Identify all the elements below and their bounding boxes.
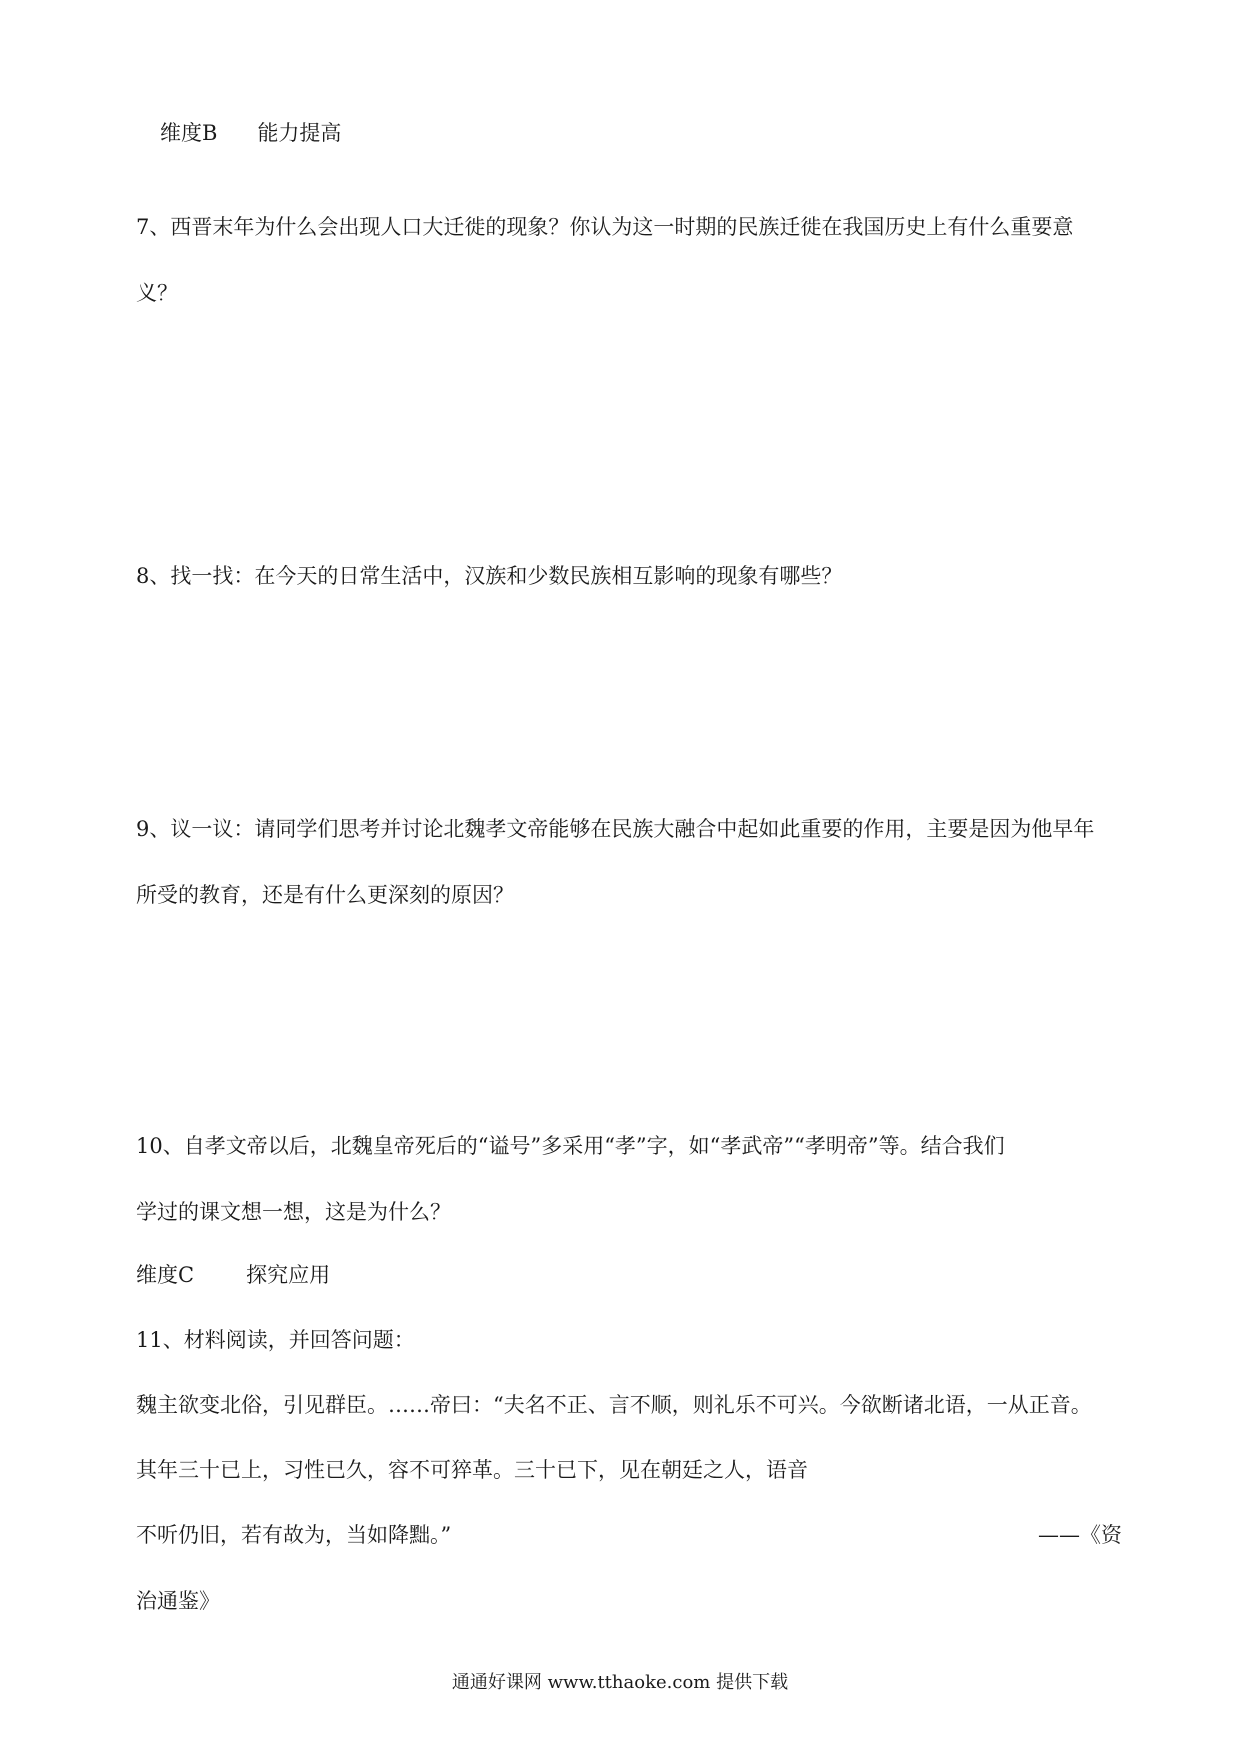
material-source-part-1: ——《资 — [1038, 1523, 1122, 1547]
section-label: 维度C — [136, 1263, 195, 1287]
section-heading-c — [136, 1260, 330, 1290]
material-line-1: 魏主欲变北俗，引见群臣。……帝曰：“夫名不正、言不顺，则礼乐不可兴。今欲断诸北语，一从正音。 — [136, 1393, 1092, 1417]
material-line-2: 其年三十已上，习性已久，容不可猝革。三十已下，见在朝廷之人，语音 — [136, 1458, 808, 1482]
question-10-line-1: 10、自孝文帝以后，北魏皇帝死后的“谥号”多采用“孝”字，如“孝武帝”“孝明帝”等。结合我们 — [136, 1134, 1005, 1158]
section-title: 探究应用 — [246, 1263, 331, 1287]
question-10-line-2: 学过的课文想一想，这是为什么？ — [136, 1200, 451, 1224]
question-9-line-2: 所受的教育，还是有什么更深刻的原因？ — [136, 883, 514, 907]
question-7-line-2: 义？ — [136, 281, 178, 305]
page-footer: 通通好课网 www.tthaoke.com 提供下载 — [451, 1672, 789, 1693]
question-7-line-1: 7、西晋末年为什么会出现人口大迁徙的现象？你认为这一时期的民族迁徙在我国历史上有什么重要意 — [136, 215, 1074, 239]
question-8-line-1: 8、找一找：在今天的日常生活中，汉族和少数民族相互影响的现象有哪些？ — [136, 564, 843, 588]
question-9-line-1: 9、议一议：请同学们思考并讨论北魏孝文帝能够在民族大融合中起如此重要的作用，主要是因为他早年 — [136, 817, 1095, 841]
section-heading-b — [160, 118, 341, 148]
section-title: 能力提高 — [257, 121, 342, 145]
section-label: 维度B — [160, 121, 218, 145]
question-11-line-1: 11、材料阅读，并回答问题： — [136, 1328, 415, 1352]
material-source-part-2: 治通鉴》 — [136, 1589, 220, 1613]
material-line-3: 不听仍旧，若有故为，当如降黜。” — [136, 1523, 452, 1547]
